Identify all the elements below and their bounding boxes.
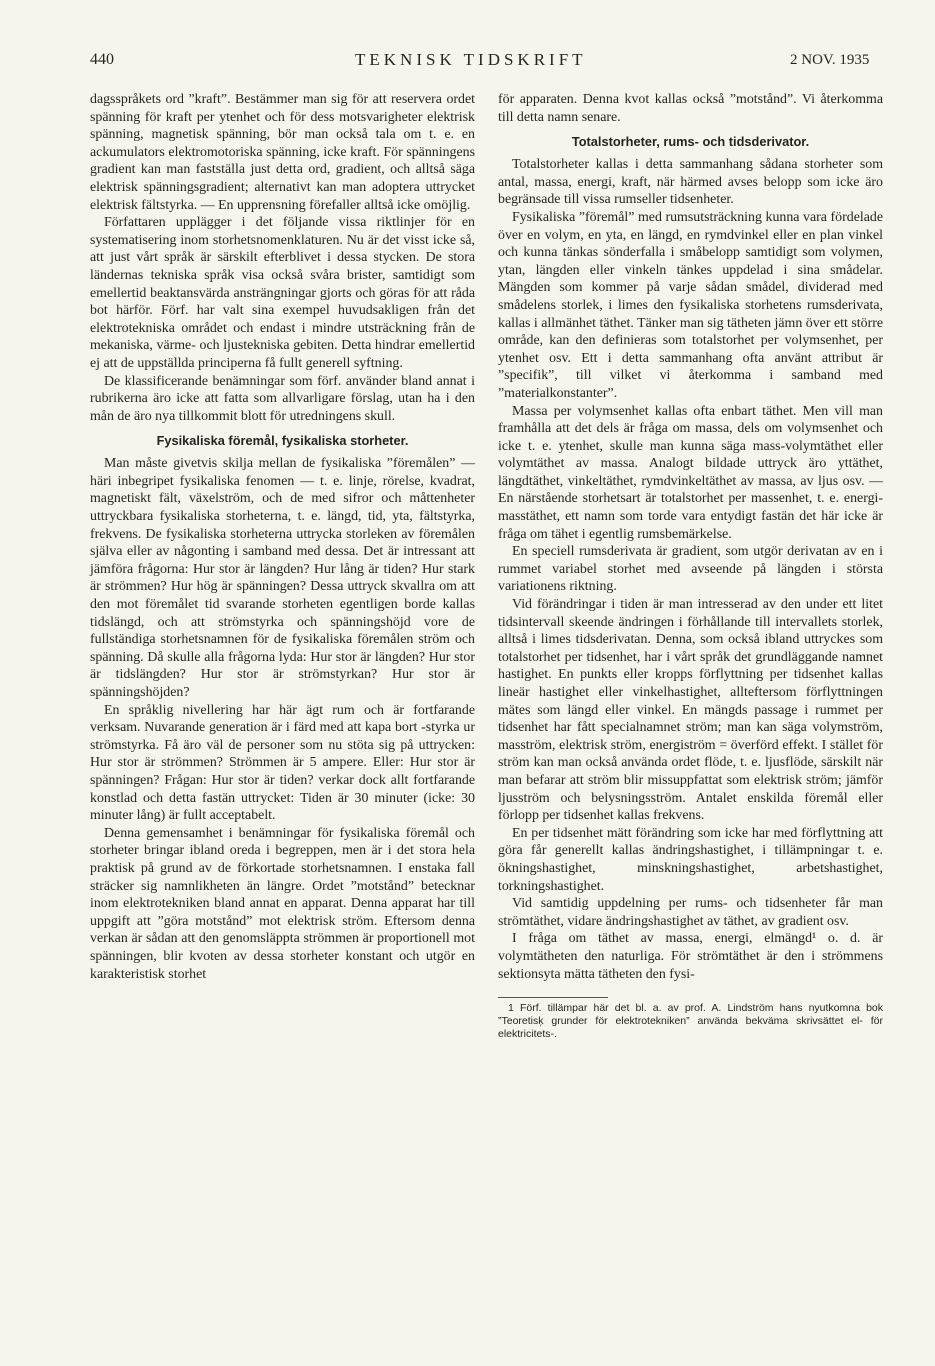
paragraph: Författaren upplägger i det följande vissa riktlinjer för en systematisering inom storhetsnomenklaturen. Nu är det visst icke så, att just vårt språk är särskilt efterblivet i dessa stycken. De stora ländernas tekniska språk visa också svåra brister, samtidigt som emellertid beaktansvärda ansträngningar gjorts och göras för att råda bot härför. Förf. har valt sina exempel huvudsakligen från det elektrotekniska området och endast i mindre utsträckning från de mekaniska, värme- och ljustekniska gebiten. Detta hindrar emellertid ej att de uppställda principerna få fullt generell syftning.: [90, 215, 475, 371]
paragraph: Vid förändringar i tiden är man intresserad av den under ett litet tidsintervall skeende ändringen i förhållande till intervallets storlek, alltså i limes tidsderivatan. Denna, som också ibland uttryckes som totalstorhet per tidsenhet, har i vårt språk det grundläggande namnet hastighet. En punkts eller kropps förflyttning per tidsenhet kallas lineär hastighet eller vinkelhastighet, allteftersom förflyttningen mätes som längd eller vinkel. En mängds passage i rummet per tidsenhet har fått specialnamnet ström; man kan säga volymström, masström, elektrisk ström, energiström = överförd effekt. I stället för ström kan man också använda ordet flöde, t. e. ljusflöde, särskilt när man befarar att ström blir missuppfattat som elektrisk ström; jämför ljusström och belysningsström. Antalet enskilda föremål eller förlopp per tidsenhet kallas frekvens.: [498, 597, 883, 824]
paragraph: för apparaten. Denna kvot kallas också ”motstånd”. Vi återkomma till detta namn senare.: [498, 92, 883, 125]
paragraph: Fysikaliska ”föremål” med rumsutsträckning kunna vara fördelade över en volym, en yta, en längd, en rymdvinkel eller en plan vinkel och kunna tänkas sönderfalla i småbelopp samtidigt som volymen, ytan, längden eller vinkeln tänkes uppdelad i sina smådelar. Mängden som kommer på varje sådan smådel, dividerad med smådelens storlek, i limes den fysikaliska storhetens rumsderivata, kallas i allmänhet täthet. Tänker man sig tätheten jämn över ett större område, kan den definieras som totalstorhet per volymsenhet, per ytenhet osv. Ett i detta sammanhang ofta använt attribut är ”specifik”, till vilket vi återkomma i samband med ”materialkonstanter”.: [498, 209, 883, 401]
journal-title: TEKNISK TIDSKRIFT: [355, 50, 587, 69]
paragraph: En språklig nivellering har här ägt rum och är fortfarande verksam. Nuvarande generation är i färd med att kapa bort -styrka ur strömstyrka. Få äro väl de personer som nu stöta sig på uttrycken: Hur stor är strömmen? Strömmen är 5 ampere. Eller: Hur stor är spänningen? Frågan: Hur stor är tiden? verkar dock allt fortfarande konstlad och detta fastän uttrycket: Tiden är 30 minuter (icke: 30 minuter lång) är fullt acceptabelt.: [90, 702, 475, 824]
left-column: [90, 91, 475, 983]
paragraph: Denna gemensamhet i benämningar för fysikaliska föremål och storheter bringar ibland oreda i begreppen, men är i det stora hela praktisk på grund av de förkortade storhetsnamnen. I enstaka fall sträcker sig namnlikheten än längre. Ordet ”motstånd” betecknar inom elektrotekniken bland annat en apparat. Denna apparat har till uppgift att ”göra motstånd” mot elektrisk ström. Eftersom denna verkan är sådan att den genomsläppta strömmen är proportionell mot spänningen, blir kvoten av dessa storheter konstant och utgör en karakteristisk storhet: [90, 825, 475, 982]
issue-date: 2 NOV. 1935: [790, 52, 870, 68]
paragraph: De klassificerande benämningar som förf. använder bland annat i rubrikerna äro icke att fatta som allvarligare förslag, utan ha i den mån de äro nya tillkommit blott för utredningens skull.: [90, 373, 475, 424]
paragraph: En per tidsenhet mätt förändring som icke har med förflyttning att göra får generellt kallas ändringshastighet, i tillämpningar t. e. ökningshastighet, minskningshastighet, arbetshastighet, torkningshastighet.: [498, 825, 883, 894]
section-heading: Fysikaliska föremål, fysikaliska storheter.: [156, 433, 409, 449]
footnote: 1 Förf. tillämpar här det bl. a. av prof. A. Lindström hans nyutkomna bok ”Teoretisk᷊ grunder för elektrotekniken” använda bekväma skrivsättet el- för elektricitets-.: [498, 1002, 883, 1041]
section-heading: Totalstorheter, rums- och tidsderivator.: [571, 134, 810, 150]
paragraph: Vid samtidig uppdelning per rums- och tidsenheter får man strömtäthet, vidare ändringshastighet av täthet, av gradient osv.: [498, 896, 883, 929]
paragraph: En speciell rumsderivata är gradient, som utgör derivatan av en i rummet variabel storhet med avseende på längden i största variationens riktning.: [498, 544, 883, 595]
paragraph: I fråga om täthet av massa, energi, elmängd¹ o. d. är volymtätheten den naturliga. För strömtäthet är den i strömmens sektionsyta mätta tätheten den fysi-: [498, 931, 883, 982]
paragraph: Man måste givetvis skilja mellan de fysikaliska ”föremålen” — häri inbegripet fysikaliska fenomen — t. e. linje, rörelse, kvadrat, magnetiskt fält, växelström, och de med sifror och måttenheter uttryckbara fysikaliska storheterna, t. e. längd, tid, yta, fältstyrka, frekvens. De fysikaliska storheterna uttrycka storleken av föremålen själva eller av någonting i samband med dessa. Det är intressant att jämföra frågorna: Hur stor är längden? Hur lång är tiden? Hur stark är strömmen? Hur hög är spänningen? Dessa uttryck skvallra om att den mot föremålet tid svarande storheten egentligen borde kallas tidslängd, och att strömstyrka och spänningshöjd vore de fullständiga storhetsnamnen för de fysikaliska föremålen ström och spänning. Då skulle alla frågorna lyda: Hur stor är längden? Hur stor är tidslängden? Hur stor är strömstyrkan? Hur stor är spänningshöjden?: [90, 456, 475, 700]
right-column: [498, 91, 883, 1041]
page-number: 440: [90, 51, 114, 68]
paragraph: Massa per volymsenhet kallas ofta enbart täthet. Men vill man framhålla att det dels är fråga om massa, dels om volymsenhet och icke t. e. ytenhet, skulle man kunna säga mass-volymtäthet eller volymtäthet av massa. Analogt bildade uttryck äro yttäthet, längdtäthet, vinkeltäthet, rymdvinkeltäthet av massa, av ljus osv. — En närstående storhetsart är totalstorhet per massenhet, t. e. energi-masstäthet, ett namn som torde vara entydigt fastän det här icke är fråga om tähet i egentlig rumsbemärkelse.: [498, 403, 883, 542]
paragraph: Totalstorheter kallas i detta sammanhang sådana storheter som antal, massa, energi, kraft, när härmed avses belopp som icke äro begränsade till vissa rumseller tidsenheter.: [498, 157, 883, 208]
footnote-divider: [498, 997, 608, 998]
paragraph: dagsspråkets ord ”kraft”. Bestämmer man sig för att reservera ordet spänning för kraft per ytenhet och för dess motsvarigheter elektrisk spänning, magnetisk spänning, bör man också tala om t. e. en ackumulators elektromotoriska spänning, icke kraft. För spänningens gradient kan man fastställa just detta ord, gradient, och alltså säga elektrisk spänningsgradient; alternativt kan man adoptera uttrycket elektrisk fältstyrka. — En upprensning förefaller alltså icke omöjlig.: [90, 92, 475, 213]
